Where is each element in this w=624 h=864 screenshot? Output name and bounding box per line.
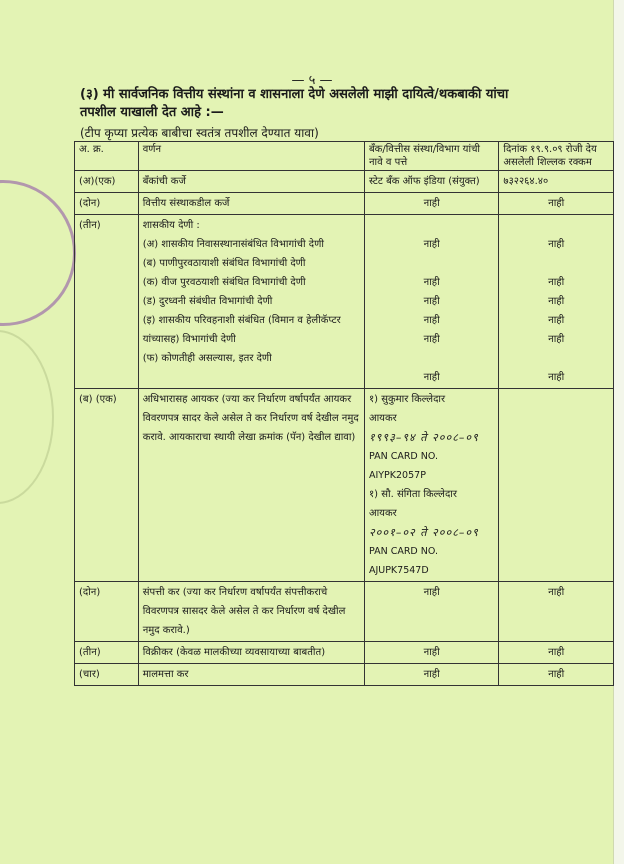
govt-dues-inst: नाही [423,239,440,250]
govt-dues-item: (ड) दुरध्वनी संबंधीत विभागांची देणी [142,296,273,307]
row-amount: नाही [499,664,614,686]
row-description: वित्तीय संस्थाकडील कर्जे [138,193,364,215]
govt-dues-item: (क) वीज पुरवठयाशी संबंधित विभागांची देणी [142,277,306,288]
row-number: (तीन) [75,642,139,664]
govt-dues-item: (ब) पाणीपुरवठायाशी संबंधित विभागांची देणी [142,258,306,269]
tax-label: आयकर [368,508,397,519]
govt-dues-amount: नाही [548,372,565,383]
pan-number: AJUPK7547D [368,565,429,576]
notary-stamp [0,180,76,326]
row-number: (अ)(एक) [75,171,139,193]
table-row [75,582,614,642]
row-amount: नाही [499,582,614,642]
row-institution: स्टेट बँक ऑफ इंडिया (संयुक्त) [364,171,498,193]
liabilities-table [74,141,614,686]
paper-edge [613,0,624,864]
row-number: (दोन) [75,193,139,215]
section-heading: (३) मी सार्वजनिक वित्तीय संस्थांना व शासनाला देणे असलेली माझी दायित्वे/थकबाकी यांचा तपशील याखाली देत आहे :— [80,87,509,120]
tax-label: आयकर [368,413,397,424]
govt-dues-item: (इ) शासकीय परिवहनाशी संबंधित (विमान व हेलीकॅप्टर यांच्यासह) विभागांची देणी [142,315,341,345]
table-row [75,215,614,389]
row-institution: नाही [364,582,498,642]
govt-dues-amount: नाही [548,334,565,345]
row-number: (दोन) [75,582,139,642]
pan-number: AIYPK2057P [368,470,426,481]
pan-label: PAN CARD NO. [368,546,438,557]
table-row [75,193,614,215]
row-number: (ब) (एक) [75,389,139,582]
table-row [75,664,614,686]
assessment-years: १९९३–९४ ते २००८–०९ [368,431,479,444]
row-amount: नाही [499,642,614,664]
row-institution: नाही [364,642,498,664]
row-description: विक्रीकर (केवळ मालकीच्या व्यवसायाच्या बाबतीत) [138,642,364,664]
govt-dues-item: (अ) शासकीय निवासस्थानासंबंधित विभागांची देणी [142,239,324,250]
header-institution: बँक/वित्तीस संस्था/विभाग यांची नावे व पत्ते [364,142,498,171]
govt-dues-amount: नाही [548,315,565,326]
row-description: बँकांची कर्जे [138,171,364,193]
govt-dues-amount: नाही [548,239,565,250]
row-institution [364,389,498,582]
row-institution: नाही [364,193,498,215]
row-number: (चार) [75,664,139,686]
row-amount [499,215,614,389]
table-row [75,389,614,582]
header-amount: दिनांक १९.९.०९ रोजी देय असलेली शिल्लक रक्कम [499,142,614,171]
govt-dues-inst: नाही [423,315,440,326]
row-institution: नाही [364,664,498,686]
row-amount [499,389,614,582]
row-description: संपत्ती कर (ज्या कर निर्धारण वर्षापर्यंत संपत्तीकराचे विवरणपत्र सासदर केले असेल ते कर निर्धारण वर्ष देखील नमुद करावे.) [138,582,364,642]
row-amount: ७३२२६४.४० [499,171,614,193]
faded-stamp [0,330,54,504]
pan-label: PAN CARD NO. [368,451,438,462]
govt-dues-amount: नाही [548,296,565,307]
table-row [75,642,614,664]
table-header-row [75,142,614,171]
row-description: मालमत्ता कर [138,664,364,686]
row-description [138,215,364,389]
assessment-years: २००१–०२ ते २००८–०९ [368,526,479,539]
table-row [75,171,614,193]
header-description: वर्णन [138,142,364,171]
govt-dues-amount: नाही [548,277,565,288]
govt-dues-title: शासकीय देणी : [142,220,200,231]
header-serial: अ. क्र. [75,142,139,171]
govt-dues-item: (फ) कोणतीही असल्यास, इतर देणी [142,353,272,364]
row-amount: नाही [499,193,614,215]
page-number: — ५ — [291,73,333,88]
govt-dues-inst: नाही [423,296,440,307]
section-note: (टीप कृप्या प्रत्येक बाबीचा स्वतंत्र तपशील देण्यात यावा) [80,126,319,140]
govt-dues-inst: नाही [423,277,440,288]
govt-dues-inst: नाही [423,372,440,383]
row-description: अधिभारासह आयकर (ज्या कर निर्धारण वर्षापर्यंत आयकर विवरणपत्र सादर केले असेल ते कर निर्धारण वर्ष देखील नमुद करावे. आयकाराचा स्थायी लेखा क्रमांक (पॅन) देखील द्यावा) [138,389,364,582]
taxpayer-name: १) सौ. संगिता किल्लेदार [368,489,457,500]
govt-dues-inst: नाही [423,334,440,345]
taxpayer-name: १) सुकुमार किल्लेदार [368,394,446,405]
row-institution [364,215,498,389]
row-number: (तीन) [75,215,139,389]
